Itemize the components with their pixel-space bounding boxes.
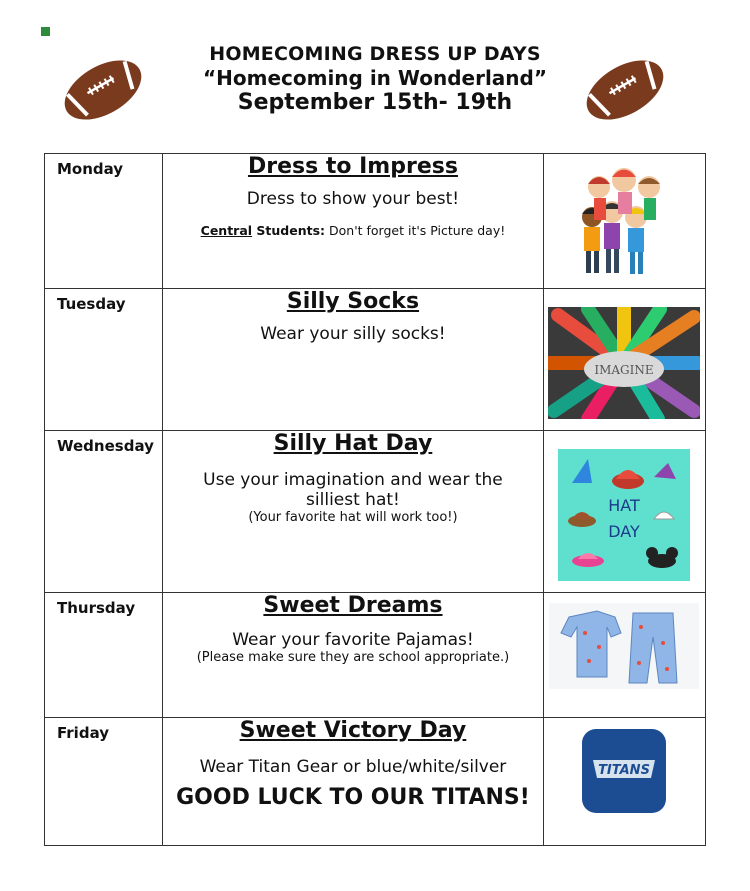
socks-caption: IMAGINE <box>594 363 654 377</box>
table-row <box>45 718 706 846</box>
day-label: Wednesday <box>57 437 154 455</box>
theme-description: Dress to show your best! <box>246 189 460 209</box>
central-label: Central <box>200 223 253 238</box>
football-icon-right <box>582 52 668 128</box>
header-title: HOMECOMING DRESS UP DAYS <box>209 43 541 65</box>
hat-day-caption-1: HAT <box>608 496 641 515</box>
header-dates: September 15th- 19th <box>237 90 513 115</box>
theme-description: Wear your favorite Pajamas! <box>232 630 474 650</box>
theme-note: (Your favorite hat will work too!) <box>248 510 458 525</box>
theme-title: Sweet Victory Day <box>239 718 467 743</box>
football-icon-left <box>60 52 146 128</box>
theme-description-line-1: Use your imagination and wear the <box>203 470 503 490</box>
theme-title: Dress to Impress <box>247 154 458 179</box>
theme-description: Wear your silly socks! <box>260 324 446 344</box>
day-label: Tuesday <box>57 295 126 313</box>
colorful-socks-photo <box>548 307 700 419</box>
pajamas-photo <box>549 603 699 689</box>
table-row <box>45 431 706 593</box>
flyer-header <box>170 42 580 116</box>
picture-day-note <box>163 223 543 238</box>
hat-day-clipart <box>558 449 690 581</box>
header-subtitle: “Homecoming in Wonderland” <box>202 66 547 90</box>
theme-title: Silly Hat Day <box>273 431 433 456</box>
day-label: Monday <box>57 160 124 178</box>
titans-logo-text: TITANS <box>598 763 651 778</box>
theme-note: (Please make sure they are school appropriate.) <box>196 650 510 665</box>
day-label: Thursday <box>57 599 136 617</box>
corner-mark <box>41 27 50 36</box>
theme-title: Sweet Dreams <box>263 593 443 618</box>
titans-logo <box>581 728 667 814</box>
picture-day-text: Don't forget it's Picture day! <box>325 223 506 238</box>
kids-group-clipart <box>574 162 674 280</box>
students-label: Students: <box>252 223 326 238</box>
day-label: Friday <box>57 724 110 742</box>
schedule-table <box>44 153 706 846</box>
titans-cheer: GOOD LUCK TO OUR TITANS! <box>176 785 530 810</box>
table-row <box>45 593 706 718</box>
table-row <box>45 154 706 289</box>
hat-day-caption-2: DAY <box>608 522 641 541</box>
table-row <box>45 289 706 431</box>
theme-description: Wear Titan Gear or blue/white/silver <box>199 757 507 777</box>
theme-title: Silly Socks <box>286 289 420 314</box>
theme-description-line-2: silliest hat! <box>306 490 400 510</box>
